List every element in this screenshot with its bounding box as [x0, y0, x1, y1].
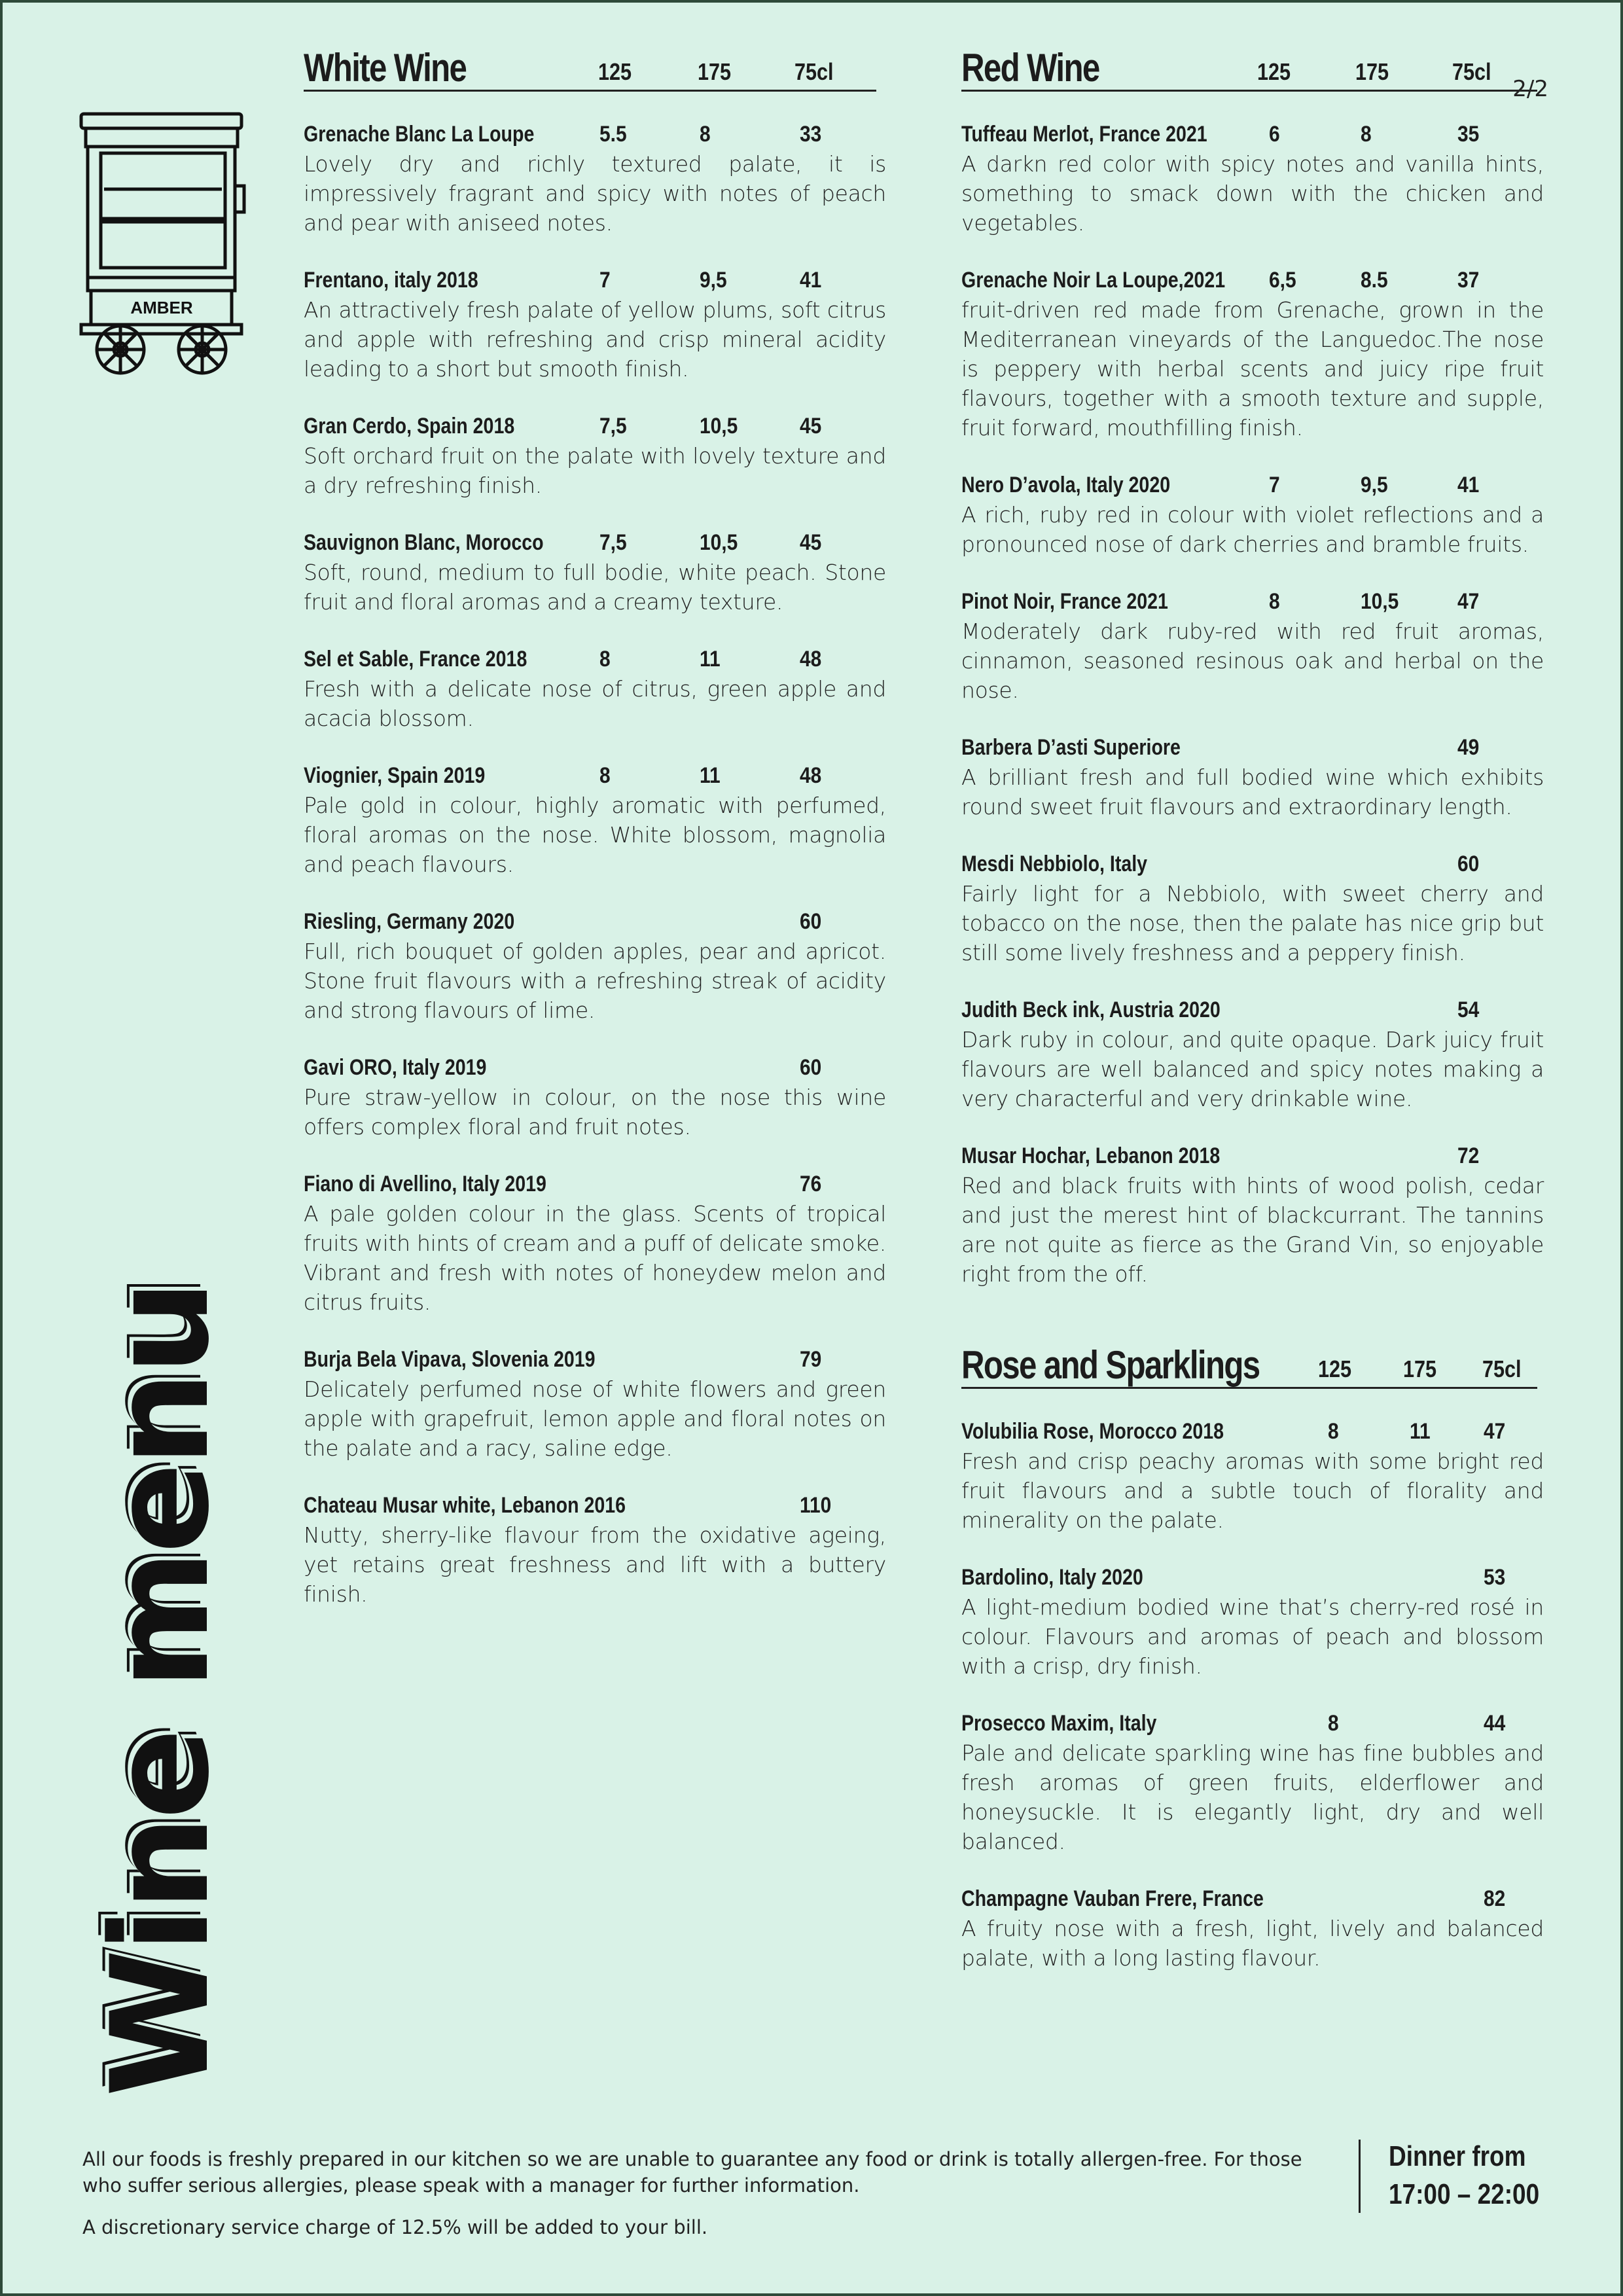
- wine-item-header: [961, 1141, 1544, 1171]
- dinner-label: Dinner from: [1389, 2140, 1526, 2172]
- wine-item-header: [961, 586, 1544, 617]
- wine-description: Lovely dry and richly textured palate, it is impressively fragrant and spicy with notes of peach and pear with aniseed notes.: [304, 151, 886, 236]
- wine-description: A brilliant fresh and full bodied wine which exhibits round sweet fruit flavours and extraordinary length.: [961, 764, 1544, 819]
- price-125: 8: [1269, 589, 1280, 614]
- service-note: A discretionary service charge of 12.5% will be added to your bill.: [82, 2216, 708, 2238]
- white-wine-list: [304, 119, 886, 1609]
- wine-description: Fairly light for a Nebbiolo, with sweet cherry and tobacco on the nose, then the palate has nice grip but still some lively freshness and a peppery finish.: [961, 881, 1544, 965]
- wine-item: [961, 586, 1544, 705]
- price-125: 8: [599, 647, 611, 672]
- price-75cl: 48: [800, 763, 822, 788]
- wine-item: [961, 265, 1544, 442]
- price-175: 9,5: [700, 268, 727, 293]
- wine-description: Full, rich bouquet of golden apples, pear and apricot. Stone fruit flavours with a refreshing streak of acidity and strong flavours of lime.: [304, 939, 886, 1023]
- wine-description: Moderately dark ruby-red with red fruit aromas, cinnamon, seasoned resinous oak and herbal on the nose.: [961, 619, 1544, 703]
- cart-logo-icon: [78, 107, 268, 389]
- size-75cl-label: 75cl: [1452, 58, 1491, 85]
- wine-description: Soft, round, medium to full bodie, white peach. Stone fruit and floral aromas and a creamy texture.: [304, 560, 886, 615]
- size-125-label: 125: [598, 58, 632, 85]
- price-75cl: 60: [1457, 852, 1480, 876]
- price-75cl: 54: [1457, 997, 1480, 1022]
- wine-name: Musar Hochar, Lebanon 2018: [961, 1143, 1221, 1168]
- wine-description: Delicately perfumed nose of white flowers and green apple with grapefruit, lemon apple and floral notes on the palate and a racy, saline edge.: [304, 1376, 886, 1461]
- wine-item-header: [304, 528, 886, 558]
- wine-name: Viognier, Spain 2019: [304, 763, 486, 788]
- price-75cl: 41: [1457, 473, 1480, 497]
- price-75cl: 41: [800, 268, 822, 293]
- allergen-note: All our foods is freshly prepared in our kitchen so we are unable to guarantee any food or drink is totally allergen-free. For those who suffer serious allergies, please speak with a manager for further information.: [82, 2148, 1302, 2197]
- vertical-title: Wine menu: [83, 1283, 239, 2097]
- page-number: 2/2: [1512, 76, 1548, 102]
- price-175: 10,5: [700, 414, 738, 439]
- cart-sign: AMBER: [130, 298, 193, 317]
- wine-item-header: [961, 265, 1544, 295]
- size-175-label: 175: [1355, 58, 1389, 85]
- wine-name: Sauvignon Blanc, Morocco: [304, 530, 544, 555]
- wine-name: Grenache Noir La Loupe,2021: [961, 268, 1226, 293]
- price-175: 9,5: [1361, 473, 1388, 497]
- wine-item: [304, 528, 886, 617]
- wine-item: [961, 1416, 1544, 1535]
- wine-item-header: [304, 1052, 886, 1083]
- wine-description: A rich, ruby red in colour with violet reflections and a pronounced nose of dark cherries and bramble fruits.: [961, 502, 1544, 557]
- price-75cl: 44: [1484, 1711, 1506, 1736]
- price-125: 5.5: [599, 122, 627, 147]
- wine-description: Red and black fruits with hints of wood polish, cedar and just the merest hint of blackcurrant. The tannins are not quite as fierce as the Grand Vin, so enjoyable right from the off.: [961, 1173, 1544, 1287]
- price-75cl: 33: [800, 122, 822, 147]
- wine-item-header: [304, 411, 886, 441]
- wine-description: fruit-driven red made from Grenache, grown in the Mediterranean vineyards of the Languedoc.The nose is peppery with herbal scents and juicy ripe fruit flavours, together with a smooth texture and supple, fruit forward, mouthfilling finish.: [961, 297, 1544, 440]
- price-125: 8: [1328, 1711, 1339, 1736]
- price-125: 7,5: [599, 414, 627, 439]
- wine-description: Pale and delicate sparkling wine has fine bubbles and fresh aromas of green fruits, elderflower and honeysuckle. It is elegantly light, dry and well balanced.: [961, 1740, 1544, 1854]
- rose-header: [961, 1336, 1537, 1389]
- wine-item-header: [961, 995, 1544, 1025]
- price-125: 8: [1328, 1419, 1339, 1444]
- price-175: 8: [700, 122, 711, 147]
- price-175: 11: [700, 763, 721, 788]
- price-75cl: 37: [1457, 268, 1480, 293]
- wine-item: [304, 1490, 886, 1609]
- wine-description: Pale gold in colour, highly aromatic with perfumed, floral aromas on the nose. White blossom, magnolia and peach flavours.: [304, 793, 886, 877]
- wine-name: Riesling, Germany 2020: [304, 909, 515, 934]
- wine-item: [304, 119, 886, 238]
- wine-item: [961, 119, 1544, 238]
- price-75cl: 47: [1484, 1419, 1506, 1444]
- dinner-hours: [1389, 2138, 1539, 2214]
- price-125: 7: [1269, 473, 1280, 497]
- white-wine-header: [304, 39, 876, 92]
- price-75cl: 47: [1457, 589, 1480, 614]
- wine-description: An attractively fresh palate of yellow plums, soft citrus and apple with refreshing and crisp mineral acidity leading to a short but smooth finish.: [304, 297, 886, 382]
- wine-item-header: [961, 470, 1544, 500]
- wine-item-header: [304, 265, 886, 295]
- wine-description: A pale golden colour in the glass. Scents of tropical fruits with hints of cream and a puff of delicate smoke. Vibrant and fresh with notes of honeydew melon and citrus fruits.: [304, 1201, 886, 1315]
- wine-item: [961, 995, 1544, 1113]
- wine-item-header: [961, 1562, 1544, 1592]
- wine-name: Sel et Sable, France 2018: [304, 647, 527, 672]
- price-175: 8: [1361, 122, 1372, 147]
- wine-item-header: [961, 1708, 1544, 1738]
- price-75cl: 72: [1457, 1143, 1480, 1168]
- wine-item: [304, 1169, 886, 1317]
- wine-item-header: [961, 849, 1544, 879]
- wine-name: Pinot Noir, France 2021: [961, 589, 1168, 614]
- wine-description: Soft orchard fruit on the palate with lovely texture and a dry refreshing finish.: [304, 443, 886, 498]
- wine-description: Dark ruby in colour, and quite opaque. Dark juicy fruit flavours are well balanced and spicy notes making a very characterful and very drinkable wine.: [961, 1027, 1544, 1111]
- price-75cl: 110: [800, 1493, 832, 1518]
- price-125: 8: [599, 763, 611, 788]
- wine-item: [304, 1344, 886, 1463]
- dinner-time: 17:00 – 22:00: [1389, 2178, 1540, 2210]
- wine-description: Nutty, sherry-like flavour from the oxidative ageing, yet retains great freshness and lift with a buttery finish.: [304, 1522, 886, 1607]
- size-75cl-label: 75cl: [1482, 1355, 1522, 1382]
- price-75cl: 79: [800, 1347, 822, 1372]
- wine-description: Pure straw-yellow in colour, on the nose this wine offers complex floral and fruit notes.: [304, 1085, 886, 1139]
- white-wine-title: White Wine: [304, 46, 467, 90]
- wine-description: A light-medium bodied wine that’s cherry-red rosé in colour. Flavours and aromas of peach and blossom with a crisp, dry finish.: [961, 1594, 1544, 1679]
- size-75cl-label: 75cl: [794, 58, 834, 85]
- wine-name: Prosecco Maxim, Italy: [961, 1711, 1157, 1736]
- price-125: 6: [1269, 122, 1280, 147]
- wine-item: [304, 761, 886, 879]
- rose-section: [961, 1336, 1544, 1973]
- wine-name: Frentano, italy 2018: [304, 268, 478, 293]
- rose-list: [961, 1416, 1544, 1973]
- wine-item-header: [961, 1416, 1544, 1446]
- wine-name: Burja Bela Vipava, Slovenia 2019: [304, 1347, 596, 1372]
- wine-name: Grenache Blanc La Loupe: [304, 122, 535, 147]
- red-wine-header: [961, 39, 1537, 92]
- wine-item: [961, 1562, 1544, 1681]
- wine-name: Bardolino, Italy 2020: [961, 1565, 1143, 1590]
- price-75cl: 45: [800, 530, 822, 555]
- price-125: 6,5: [1269, 268, 1296, 293]
- wine-name: Judith Beck ink, Austria 2020: [961, 997, 1221, 1022]
- red-wine-title: Red Wine: [961, 46, 1099, 90]
- wine-item: [304, 411, 886, 500]
- wine-description: A darkn red color with spicy notes and vanilla hints, something to smack down with the chicken and vegetables.: [961, 151, 1544, 236]
- wine-item-header: [304, 1490, 886, 1520]
- wine-description: Fresh and crisp peachy aromas with some bright red fruit flavours and a subtle touch of florality and minerality on the palate.: [961, 1448, 1544, 1533]
- price-175: 10,5: [700, 530, 738, 555]
- price-175: 11: [700, 647, 721, 672]
- wine-item-header: [304, 644, 886, 674]
- price-175: 10,5: [1361, 589, 1399, 614]
- wine-item: [961, 1141, 1544, 1289]
- price-75cl: 48: [800, 647, 822, 672]
- wine-item: [961, 849, 1544, 967]
- red-wine-column: [961, 39, 1544, 1973]
- footer-divider: [1359, 2140, 1361, 2213]
- rose-title: Rose and Sparklings: [961, 1343, 1260, 1387]
- price-75cl: 82: [1484, 1886, 1506, 1911]
- price-175: 8.5: [1361, 268, 1388, 293]
- size-125-label: 125: [1318, 1355, 1352, 1382]
- size-125-label: 125: [1257, 58, 1291, 85]
- wine-item-header: [304, 1344, 886, 1374]
- size-175-label: 175: [1403, 1355, 1437, 1382]
- wine-name: Fiano di Avellino, Italy 2019: [304, 1172, 546, 1196]
- wine-item: [304, 644, 886, 733]
- wine-item-header: [961, 119, 1544, 149]
- price-125: 7,5: [599, 530, 627, 555]
- wine-item: [961, 1884, 1544, 1973]
- size-175-label: 175: [698, 58, 732, 85]
- wine-name: Nero D’avola, Italy 2020: [961, 473, 1171, 497]
- wine-item-header: [961, 732, 1544, 762]
- wine-item: [304, 265, 886, 384]
- price-75cl: 76: [800, 1172, 822, 1196]
- price-75cl: 60: [800, 909, 822, 934]
- wine-name: Mesdi Nebbiolo, Italy: [961, 852, 1148, 876]
- wine-item-header: [961, 1884, 1544, 1914]
- price-75cl: 60: [800, 1055, 822, 1080]
- wine-item-header: [304, 119, 886, 149]
- wine-item-header: [304, 906, 886, 937]
- wine-name: Volubilia Rose, Morocco 2018: [961, 1419, 1224, 1444]
- wine-name: Champagne Vauban Frere, France: [961, 1886, 1264, 1911]
- wine-name: Tuffeau Merlot, France 2021: [961, 122, 1207, 147]
- price-75cl: 35: [1457, 122, 1480, 147]
- wine-name: Gavi ORO, Italy 2019: [304, 1055, 487, 1080]
- wine-name: Barbera D’asti Superiore: [961, 735, 1181, 760]
- white-wine-column: [304, 39, 886, 1609]
- price-75cl: 53: [1484, 1565, 1506, 1590]
- price-75cl: 45: [800, 414, 822, 439]
- price-175: 11: [1410, 1419, 1431, 1444]
- footer-notes: [82, 2146, 1313, 2256]
- red-wine-list: [961, 119, 1544, 1289]
- price-125: 7: [599, 268, 611, 293]
- wine-item: [304, 906, 886, 1025]
- wine-description: Fresh with a delicate nose of citrus, green apple and acacia blossom.: [304, 676, 886, 731]
- wine-item-header: [304, 1169, 886, 1199]
- wine-item: [961, 470, 1544, 559]
- wine-item-header: [304, 761, 886, 791]
- wine-description: A fruity nose with a fresh, light, lively and balanced palate, with a long lasting flavour.: [961, 1916, 1544, 1971]
- wine-name: Gran Cerdo, Spain 2018: [304, 414, 515, 439]
- wine-name: Chateau Musar white, Lebanon 2016: [304, 1493, 626, 1518]
- price-75cl: 49: [1457, 735, 1480, 760]
- wine-item: [304, 1052, 886, 1141]
- wine-item: [961, 732, 1544, 821]
- wine-item: [961, 1708, 1544, 1856]
